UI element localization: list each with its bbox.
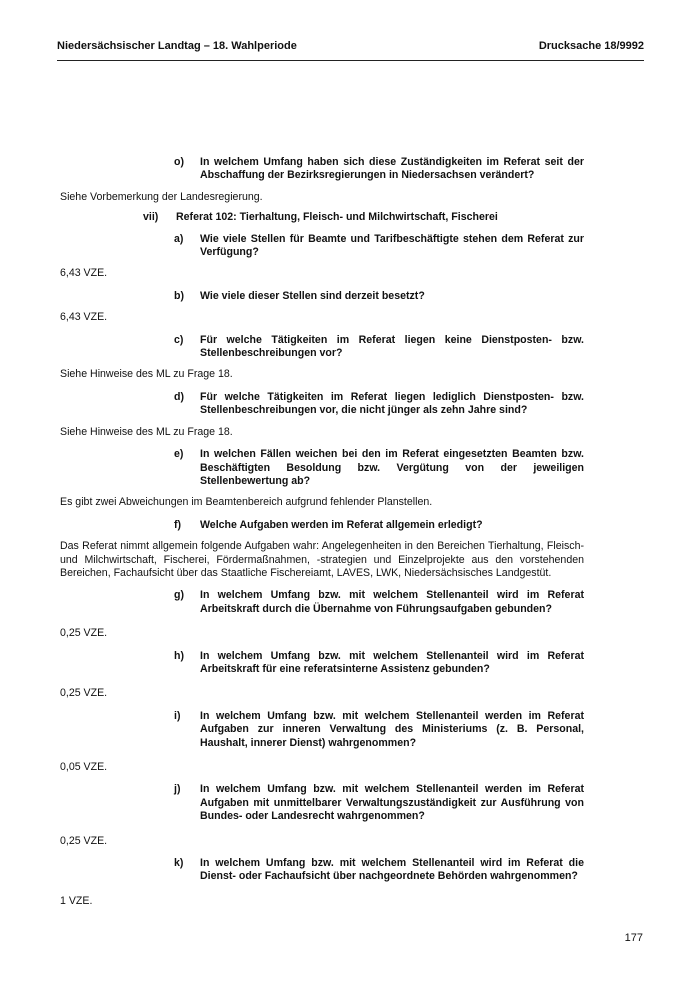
answer-text: Siehe Vorbemerkung der Landesregierung. — [60, 190, 263, 203]
question-label: j) — [174, 783, 181, 796]
question-item — [174, 710, 584, 750]
page-number: 177 — [624, 932, 643, 944]
answer-text: 0,25 VZE. — [60, 687, 108, 700]
question-label: h) — [174, 649, 184, 662]
page-header — [57, 40, 644, 52]
question-text: Für welche Tätigkeiten im Referat liegen keine Dienstposten- bzw. Stellenbeschreibungen vor? — [200, 333, 584, 360]
answer-text: Siehe Hinweise des ML zu Frage 18. — [60, 368, 233, 381]
document-body — [60, 148, 584, 908]
question-label: a) — [174, 232, 184, 245]
answer-text: 6,43 VZE. — [60, 267, 108, 280]
question-text: Für welche Tätigkeiten im Referat liegen lediglich Dienstposten- bzw. Stellenbeschreibungen vor, die nicht jünger als zehn Jahre sind? — [200, 390, 584, 417]
question-text: Wie viele Stellen für Beamte und Tarifbeschäftigte stehen dem Referat zur Verfügung? — [200, 232, 584, 259]
question-label: vii) — [143, 211, 159, 224]
answer-text: 0,25 VZE. — [60, 834, 108, 847]
question-item — [174, 589, 584, 616]
answer-text: Siehe Hinweise des ML zu Frage 18. — [60, 425, 233, 438]
section-heading — [143, 211, 584, 224]
answer-text: 1 VZE. — [60, 894, 93, 907]
question-label: f) — [174, 518, 182, 531]
answer-text: Das Referat nimmt allgemein folgende Aufgaben wahr: Angelegenheiten in den Bereichen Tierhaltung, Fleisch- und Milchwirtschaft, Fischerei, Fördermaßnahmen, -strategien und Einzelprojekte aus den vorstehenden Bereichen, Fachaufsicht über das Staatliche Fischereiamt, LAVES, LWK, Niedersächsisches Landgestüt. — [60, 540, 584, 579]
question-label: g) — [174, 589, 184, 602]
question-text: In welchem Umfang bzw. mit welchem Stellenanteil wird im Referat Arbeitskraft durch die Übernahme von Führungsaufgaben gebunden? — [200, 589, 584, 615]
question-label: o) — [174, 156, 184, 168]
question-item — [174, 156, 584, 183]
question-item — [174, 783, 584, 823]
document-number: Drucksache 18/9992 — [538, 40, 644, 52]
question-label: k) — [174, 857, 184, 870]
question-label: e) — [174, 448, 184, 461]
answer-text: Es gibt zwei Abweichungen im Beamtenbereich aufgrund fehlender Planstellen. — [60, 496, 433, 509]
question-text: In welchem Umfang bzw. mit welchem Stellenanteil wird im Referat die Dienst- oder Fachaufsicht über nachgeordnete Behörden wahrgenommen? — [200, 857, 584, 883]
question-label: b) — [174, 289, 184, 302]
question-item — [174, 290, 584, 303]
answer-text: 0,05 VZE. — [60, 761, 108, 773]
question-item — [174, 519, 584, 532]
question-text: In welchen Fällen weichen bei den im Referat eingesetzten Beamten bzw. Beschäftigten Besoldung bzw. Vergütung von der jeweiligen Stellenbewertung ab? — [200, 448, 584, 487]
question-text: Wie viele dieser Stellen sind derzeit besetzt? — [200, 289, 425, 302]
question-text: In welchem Umfang bzw. mit welchem Stellenanteil werden im Referat Aufgaben mit unmittelbarer Verwaltungszuständigkeit zur Ausführung von Bundes- oder Landesrecht wahrgenommen? — [200, 783, 584, 823]
question-label: d) — [174, 390, 184, 403]
question-text: In welchem Umfang haben sich diese Zuständigkeiten im Referat seit der Abschaffung der Bezirksregierungen in Niedersachsen verändert? — [200, 156, 584, 182]
question-item — [174, 334, 584, 361]
header-rule — [57, 60, 644, 61]
question-text: In welchem Umfang bzw. mit welchem Stellenanteil wird im Referat Arbeitskraft für eine referatsinterne Assistenz gebunden? — [200, 649, 584, 675]
question-item — [174, 857, 584, 884]
question-text: In welchem Umfang bzw. mit welchem Stellenanteil werden im Referat Aufgaben zur inneren Verwaltung des Ministeriums (z. B. Personal, Haushalt, innerer Dienst) wahrgenommen? — [200, 709, 584, 749]
question-item — [174, 391, 584, 418]
question-item — [174, 448, 584, 488]
answer-text: 6,43 VZE. — [60, 311, 108, 324]
question-item — [174, 650, 584, 677]
question-text: Welche Aufgaben werden im Referat allgemein erledigt? — [200, 518, 483, 531]
header-title: Niedersächsischer Landtag – 18. Wahlperiode — [57, 40, 297, 52]
answer-text: 0,25 VZE. — [60, 627, 108, 640]
question-label: i) — [174, 709, 181, 722]
question-text: Referat 102: Tierhaltung, Fleisch- und Milchwirtschaft, Fischerei — [176, 211, 498, 224]
question-item — [174, 233, 584, 260]
question-label: c) — [174, 333, 184, 346]
